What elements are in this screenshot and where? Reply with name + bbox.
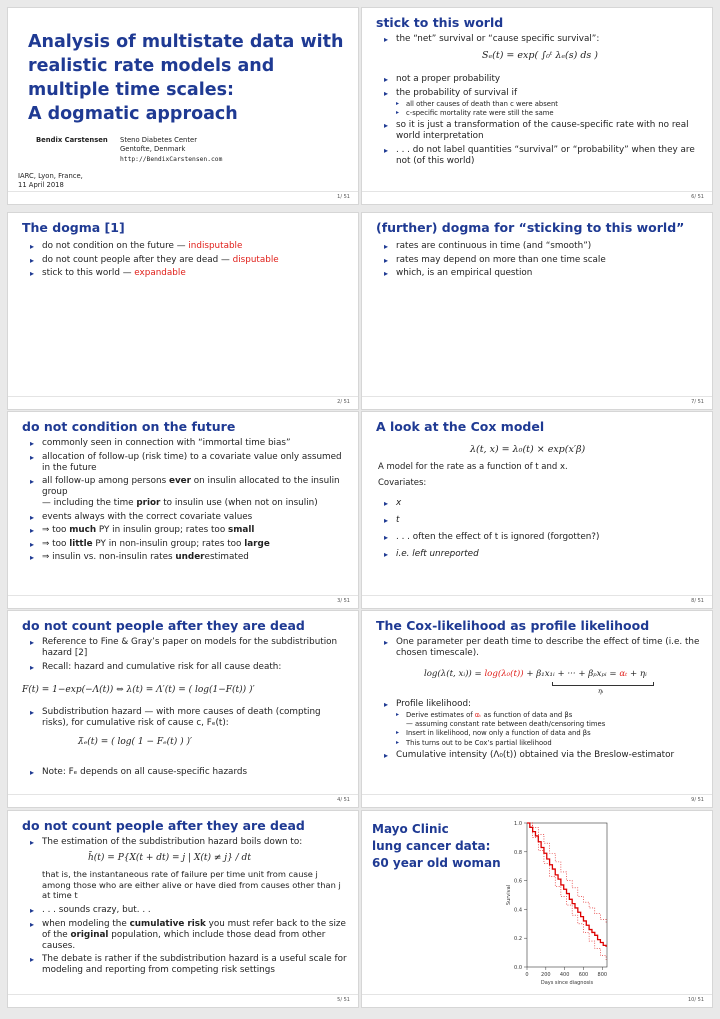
bullet (30, 525, 348, 536)
page-divider (8, 595, 358, 596)
page-divider (362, 595, 712, 596)
t: on insulin allocated to the insulin group (42, 476, 340, 497)
bullet: ▸ One parameter per death time to describe the effect of time (i.e. the chosen timescale). (384, 637, 702, 659)
slide-title: do not count people after they are dead (22, 618, 305, 633)
bullet-list-2 (30, 707, 348, 732)
t-bold: small (228, 525, 255, 535)
t-bold: ever (168, 476, 191, 486)
t: all follow-up among persons (42, 476, 169, 486)
t-bold: cumulative risk (129, 918, 206, 929)
bullet (30, 539, 348, 550)
sub-bullet (396, 711, 702, 728)
bullet (30, 476, 348, 509)
eq-part: + ηᵢ (627, 669, 647, 679)
affiliation-1: Steno Diabetes Center (120, 136, 197, 144)
bullet-list (30, 438, 348, 566)
bullet-text: do not condition on the future — (42, 241, 189, 251)
bullet-highlight: indisputable (188, 241, 243, 251)
bullet-list (384, 637, 702, 662)
bullet: ▸ The debate is rather if the subdistribution hazard is a useful scale for modeling and reporting from competing risk settings (30, 954, 348, 976)
paragraph: Covariates: (378, 478, 427, 488)
page-divider (362, 191, 712, 192)
title-line-2: lung cancer data: (372, 839, 491, 853)
page-divider (362, 396, 712, 397)
author-name: Bendix Carstensen (36, 136, 108, 144)
page-number: 2/ 51 (337, 399, 350, 405)
page-number: 10/ 51 (688, 997, 704, 1003)
y-tick-label: 0.4 (514, 907, 522, 914)
bullet-list-3 (30, 767, 348, 781)
bullet-list-2 (384, 699, 702, 763)
bullet: ▸ not a proper probability (384, 74, 702, 85)
slide-5 (8, 811, 358, 1007)
t: to insulin use (when not on insulin) (160, 498, 318, 508)
x-axis-label: Days since diagnosis (540, 980, 594, 986)
slide-10 (362, 811, 712, 1007)
page-divider (362, 794, 712, 795)
equation-loglinear (424, 669, 647, 679)
sub-bullet: ▸ c-specific mortality rate were still the same (396, 109, 702, 118)
page-divider (8, 994, 358, 995)
page-number: 9/ 51 (691, 797, 704, 803)
t-red: αₜ (474, 711, 482, 719)
slide-title: do not count people after they are dead (22, 818, 305, 833)
bullet: ▸ i.e. left unreported (384, 549, 702, 560)
bullet: ▸ the “net” survival or “cause specific survival”: (384, 34, 702, 45)
t-bold: prior (136, 498, 161, 508)
slide-1-title (28, 30, 348, 126)
y-tick-label: 0.0 (514, 965, 522, 971)
t: ⇒ too (42, 538, 70, 549)
y-tick-label: 0.6 (514, 878, 522, 885)
t-bold: large (244, 538, 270, 549)
t: ⇒ too (42, 525, 70, 535)
series-estimate (527, 823, 606, 947)
bullet-list (30, 241, 348, 282)
t-bold: original (70, 929, 109, 940)
page-number: 7/ 51 (691, 399, 704, 405)
bullet: ▸ t (384, 515, 702, 526)
venue-2: 11 April 2018 (18, 181, 64, 189)
eq-part-red: αₜ (619, 669, 628, 679)
page-divider (8, 191, 358, 192)
bullet: ▸ allocation of follow-up (risk time) to a covariate value only assumed in the future (30, 452, 348, 474)
bullet: ▸ Subdistribution hazard — with more causes of death (compting risks), for cumulative risk of cause c, Fₑ(t): (30, 707, 348, 729)
bullet-list (384, 498, 702, 563)
bullet-list (384, 241, 702, 282)
equation-cox: λ(t, x) = λ₀(t) × exp(x′β) (470, 444, 586, 455)
bullet (30, 919, 348, 952)
bullet: ▸ which, is an empirical question (384, 268, 702, 279)
bullet-highlight: disputable (232, 254, 279, 265)
page-number: 1/ 51 (337, 194, 350, 200)
title-line-3: 60 year old woman (372, 856, 501, 870)
page-number: 6/ 51 (691, 194, 704, 200)
underbrace (552, 682, 654, 686)
sub-list (396, 100, 702, 118)
bullet: ▸ Recall: hazard and cumulative risk for all cause death: (30, 662, 348, 673)
t: estimated (204, 552, 249, 562)
t-bold: much (69, 525, 97, 535)
sub-bullet: ▸ all other causes of death than c were absent (396, 100, 702, 109)
bullet-list-2 (30, 905, 348, 979)
bullet (30, 241, 348, 252)
author-url[interactable]: http://BendixCarstensen.com (120, 156, 223, 163)
t: PY in insulin group; rates too (96, 525, 228, 535)
t: Derive estimates of (406, 711, 475, 719)
bullet: ▸ rates may depend on more than one time scale (384, 255, 702, 266)
y-tick-label: 0.8 (514, 849, 522, 856)
slide-1 (8, 8, 358, 204)
title-line-2: realistic rate models and (28, 56, 275, 76)
t-bold: little (69, 538, 93, 549)
y-tick-label: 0.2 (514, 936, 522, 943)
bullet: ▸ so it is just a transformation of the cause-specific rate with no real world interpretation (384, 120, 702, 142)
bullet: ▸ x (384, 498, 702, 509)
equation-net-survival: Sₑ(t) = exp( ∫₀ᵗ λₑ(s) ds ) (482, 50, 599, 61)
bullet-text: stick to this world — (42, 268, 135, 278)
slide-title: The dogma [1] (22, 220, 125, 235)
equation-subdist: λ̃ₑ(t) = ( log( 1 − Fₑ(t) ) )′ (78, 737, 193, 747)
bullet: ▸ events always with the correct covariate values (30, 512, 348, 523)
slide-4 (8, 611, 358, 807)
x-tick-label: 0 (525, 972, 529, 978)
page-divider (8, 396, 358, 397)
equation-hazard: F(t) = 1−exp(−Λ(t)) ⇔ λ(t) = Λ′(t) = ( log(1−F(t)) )′ (22, 685, 255, 695)
bullet: ▸ rates are continuous in time (and “smooth”) (384, 241, 702, 252)
t: population, which include those dead from other causes. (42, 929, 326, 951)
slide-9 (362, 611, 712, 807)
bullet: ▸ Reference to Fine & Gray’s paper on models for the subdistribution hazard [2] (30, 637, 348, 659)
survival-chart (362, 811, 712, 1007)
x-tick-label: 400 (559, 972, 570, 978)
bullet: ▸ The estimation of the subdistribution hazard boils down to: (30, 837, 348, 848)
slide-6 (362, 8, 712, 204)
t: as function of data and βs (481, 711, 573, 719)
title-line-4: A dogmatic approach (28, 104, 238, 124)
slide-3 (8, 412, 358, 608)
bullet-text: the probability of survival if (396, 87, 518, 98)
underbrace-label: ηᵢ (598, 687, 604, 695)
t: when modeling the (42, 918, 130, 929)
t: PY in non-insulin group; rates too (92, 538, 245, 549)
bullet (30, 255, 348, 266)
t: — assuming constant rate between death/censoring times (406, 719, 606, 728)
t: you must refer back to the size of the (42, 918, 346, 940)
bullet: ▸ . . . often the effect of t is ignored (forgotten?) (384, 532, 702, 543)
paragraph: that is, the instantaneous rate of failure per time unit from cause j among those who are either alive or have died from causes other than j at time t (42, 869, 341, 900)
page-number: 4/ 51 (337, 797, 350, 803)
slide-title: The Cox-likelihood as profile likelihood (376, 618, 650, 633)
bullet: ▸ Cumulative intensity (Λ₀(t)) obtained via the Breslow-estimator (384, 750, 702, 761)
x-tick-label: 200 (541, 972, 551, 978)
title-line-3: multiple time scales: (28, 80, 234, 100)
venue-1: IARC, Lyon, France, (18, 172, 83, 180)
affiliation-2: Gentofte, Denmark (120, 145, 186, 153)
page-divider (8, 794, 358, 795)
bullet-list-2 (384, 74, 702, 169)
bullet: ▸ . . . sounds crazy, but. . . (30, 905, 348, 916)
y-axis-label: Survival (506, 884, 512, 906)
page-number: 3/ 51 (337, 598, 350, 604)
bullet-list (384, 34, 702, 48)
eq-part-red: log(λ₀(t)) (484, 669, 524, 679)
bullet (384, 88, 702, 118)
bullet-text: do not count people after they are dead — (42, 254, 233, 265)
eq-part: log(λ(t, xᵢ)) = (424, 669, 485, 679)
t-bold: under (175, 552, 205, 562)
x-tick-label: 600 (578, 972, 589, 978)
sub-bullet: ▸ This turns out to be Cox’s partial likelihood (396, 739, 702, 748)
t: ⇒ insulin vs. non-insulin rates (42, 552, 176, 562)
bullet: ▸ . . . do not label quantities “survival” or “probability” when they are not (of this world) (384, 145, 702, 167)
equation-subdist-hazard: h̃(t) = P{X(t + dt) = j | X(t) ≠ j} / dt (88, 853, 251, 863)
bullet (30, 552, 348, 563)
slide-title: stick to this world (376, 15, 504, 30)
bullet (384, 699, 702, 747)
page-number: 5/ 51 (337, 997, 350, 1003)
paragraph: A model for the rate as a function of t and x. (378, 462, 568, 472)
y-tick-label: 1.0 (514, 821, 522, 827)
bullet-list (30, 637, 348, 675)
bullet-highlight: expandable (134, 268, 186, 278)
eq-part: + β₁x₁ᵢ + ··· + βₚxₚᵢ = (523, 669, 620, 679)
slide-8 (362, 412, 712, 608)
sub-bullet: ▸ Insert in likelihood, now only a function of data and βs (396, 729, 702, 738)
slide-title: (further) dogma for “sticking to this world” (376, 220, 685, 235)
title-line-1: Mayo Clinic (372, 822, 449, 836)
bullet: ▸ commonly seen in connection with “immortal time bias” (30, 438, 348, 449)
slide-title: A look at the Cox model (376, 419, 545, 434)
sub-list (396, 711, 702, 747)
t: — including the time (42, 498, 137, 508)
bullet (30, 268, 348, 279)
slide-title: do not condition on the future (22, 419, 236, 434)
page-divider (362, 994, 712, 995)
page-number: 8/ 51 (691, 598, 704, 604)
bullet-text: Profile likelihood: (396, 699, 472, 709)
title-line-1: Analysis of multistate data with (28, 32, 344, 52)
x-tick-label: 800 (597, 972, 608, 978)
slide-2 (8, 213, 358, 409)
bullet: ▸ Note: Fₑ depends on all cause-specific hazards (30, 767, 348, 778)
bullet-list (30, 837, 348, 851)
slide-7 (362, 213, 712, 409)
